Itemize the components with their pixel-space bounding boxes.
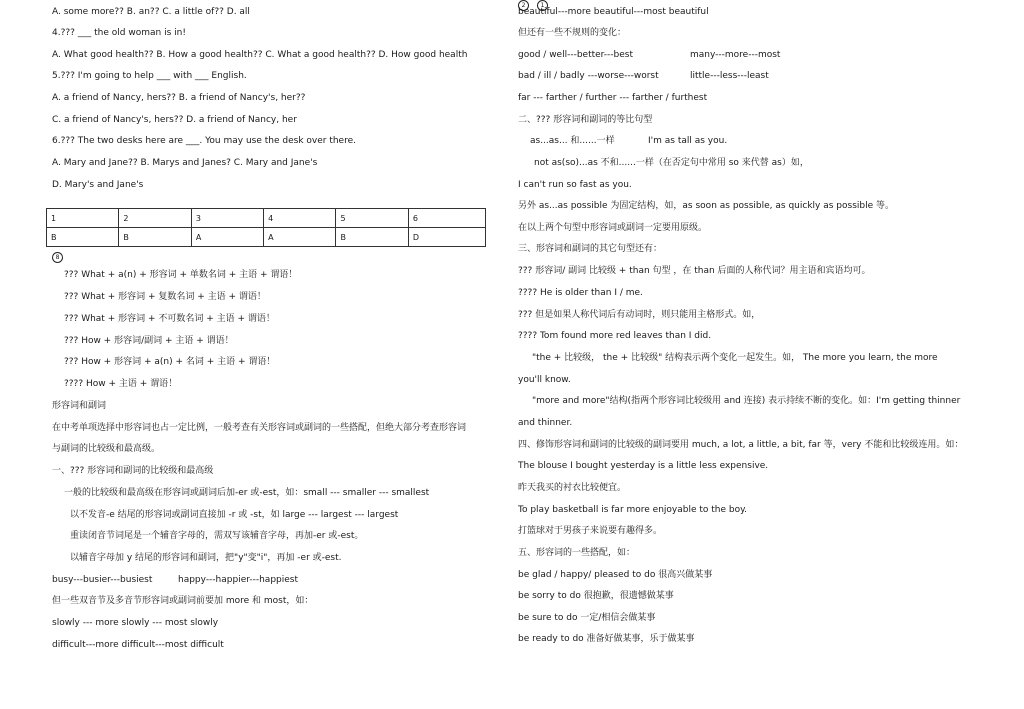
example-text: slowly --- more slowly --- most slowly <box>52 618 219 628</box>
pattern-text: as...as... 和......一样 <box>530 136 615 146</box>
answer-option-line: A. What good health?? B. How a good health?? C. What a good health?? D. How good health <box>52 50 468 60</box>
rule-text: 以辅音字母加 y 结尾的形容词和副词，把"y"变"i"，再加 -er 或-est. <box>70 553 342 563</box>
table-row <box>47 228 486 247</box>
example-text: far --- farther / further --- farther / furthest <box>518 93 708 103</box>
table-cell: 4 <box>264 209 336 228</box>
example-text: To play basketball is far more enjoyable to the boy. <box>518 505 748 515</box>
paragraph-text: 在以上两个句型中形容词或副词一定要用原级。 <box>518 223 708 233</box>
paragraph-text: 与副词的比较级和最高级。 <box>52 444 161 454</box>
example-text: ???? He is older than I / me. <box>518 288 643 298</box>
collocation-text: be sorry to do 很抱歉，很遗憾做某事 <box>518 591 674 601</box>
paragraph-text: ??? 形容词/ 副词 比较级 + than 句型 ，在 than 后面的人称代词？用主语和宾语均可。 <box>518 266 871 276</box>
circled-number-marker: 1 <box>537 0 548 11</box>
exclamation-pattern: ??? What + 形容词 + 不可数名词 + 主语 + 谓语！ <box>64 314 275 324</box>
example-text: ???? Tom found more red leaves than I did. <box>518 331 712 341</box>
section-heading: 形容词和副词 <box>52 401 107 411</box>
exclamation-pattern: ??? What + 形容词 + 复数名词 + 主语 + 谓语！ <box>64 292 266 302</box>
exclamation-pattern: ??? How + 形容词/副词 + 主语 + 谓语！ <box>64 336 234 346</box>
example-text: I can't run so fast as you. <box>518 180 632 190</box>
table-cell: A <box>191 228 263 247</box>
example-text: busy---busier---busiest <box>52 575 153 585</box>
table-cell: A <box>264 228 336 247</box>
exclamation-pattern: ??? How + 形容词 + a(n) + 名词 + 主语 + 谓语！ <box>64 357 276 367</box>
collocation-text: be glad / happy/ pleased to do 很高兴做某事 <box>518 570 713 580</box>
translation-text: 打篮球对于男孩子来说要有趣得多。 <box>518 526 663 536</box>
section-title: 二、??? 形容词和副词的等比句型 <box>518 115 653 125</box>
answer-table <box>46 208 486 247</box>
table-cell: 5 <box>336 209 408 228</box>
table-row <box>47 209 486 228</box>
section-title: 三、形容词和副词的其它句型还有： <box>518 244 663 254</box>
table-cell: 1 <box>47 209 119 228</box>
example-text: little---less---least <box>690 71 769 81</box>
paragraph-text: 另外 as...as possible 为固定结构，如，as soon as possible, as quickly as possible 等。 <box>518 201 894 211</box>
question-6: 6.??? The two desks here are ___. You may use the desk over there. <box>52 136 356 146</box>
answer-option-line: A. some more?? B. an?? C. a little of?? D. all <box>52 7 250 17</box>
paragraph-text: you'll know. <box>518 375 571 385</box>
example-text: beautiful---more beautiful---most beautiful <box>518 7 709 17</box>
table-cell: D <box>408 228 485 247</box>
example-text: The blouse I bought yesterday is a little less expensive. <box>518 461 769 471</box>
paragraph-text: "more and more"结构(指两个形容词比较级用 and 连接) 表示持续不断的变化。如：I'm getting thinner <box>532 396 961 406</box>
section-title: 一、??? 形容词和副词的比较级和最高级 <box>52 466 214 476</box>
answer-option-line: C. a friend of Nancy's, hers?? D. a friend of Nancy, her <box>52 115 297 125</box>
exclamation-pattern: ???? How + 主语 + 谓语！ <box>64 379 178 389</box>
table-cell: 3 <box>191 209 263 228</box>
paragraph-text: ??? 但是如果人称代词后有动词时，则只能用主格形式。如， <box>518 310 761 320</box>
table-cell: 2 <box>119 209 191 228</box>
rule-text: 重读闭音节词尾是一个辅音字母的，需双写该辅音字母，再加-er 或-est。 <box>70 531 364 541</box>
pattern-text: not as(so)...as 不和......一样（在否定句中常用 so 来代替 as）如， <box>534 158 809 168</box>
example-text: I'm as tall as you. <box>648 136 728 146</box>
question-4: 4.??? ___ the old woman is in! <box>52 28 186 38</box>
table-cell: B <box>336 228 408 247</box>
example-text: many---more---most <box>690 50 781 60</box>
paragraph-text: 在中考单项选择中形容词也占一定比例，一般考查有关形容词或副词的一些搭配，但绝大部分考查形容词 <box>52 423 467 433</box>
question-5: 5.??? I'm going to help ___ with ___ English. <box>52 71 247 81</box>
section-title: 五、形容词的一些搭配，如： <box>518 548 636 558</box>
rule-text: 一般的比较级和最高级在形容词或副词后加-er 或-est，如：small --- smaller --- smallest <box>64 488 430 498</box>
section-title: 四、修饰形容词和副词的比较级的副词要用 much, a lot, a little, a bit, far 等，very 不能和比较级连用。如： <box>518 440 964 450</box>
exclamation-pattern: ??? What + a(n) + 形容词 + 单数名词 + 主语 + 谓语！ <box>64 270 298 280</box>
paragraph-text: 但还有一些不规则的变化： <box>518 28 627 38</box>
answer-option-line: A. a friend of Nancy, hers?? B. a friend of Nancy's, her?? <box>52 93 306 103</box>
answer-option-line: A. Mary and Jane?? B. Marys and Janes? C. Mary and Jane's <box>52 158 318 168</box>
example-text: difficult---more difficult---most difficult <box>52 640 224 650</box>
table-cell: 6 <box>408 209 485 228</box>
table-cell: B <box>47 228 119 247</box>
circled-number-marker: 8 <box>52 252 63 263</box>
translation-text: 昨天我买的衬衣比较便宜。 <box>518 483 627 493</box>
example-text: happy---happier---happiest <box>178 575 299 585</box>
collocation-text: be ready to do 准备好做某事，乐于做某事 <box>518 634 695 644</box>
example-text: good / well---better---best <box>518 50 634 60</box>
circled-number-marker: 2 <box>518 0 529 11</box>
collocation-text: be sure to do 一定/相信会做某事 <box>518 613 656 623</box>
paragraph-text: and thinner. <box>518 418 573 428</box>
example-text: bad / ill / badly ---worse---worst <box>518 71 659 81</box>
paragraph-text: "the + 比较级， the + 比较级" 结构表示两个变化一起发生。如， The more you learn, the more <box>532 353 938 363</box>
table-cell: B <box>119 228 191 247</box>
rule-text: 以不发音-e 结尾的形容词或副词直接加 -r 或 -st，如 large --- largest --- largest <box>70 510 399 520</box>
paragraph-text: 但一些双音节及多音节形容词或副词前要加 more 和 most，如： <box>52 596 314 606</box>
answer-option-line: D. Mary's and Jane's <box>52 180 144 190</box>
